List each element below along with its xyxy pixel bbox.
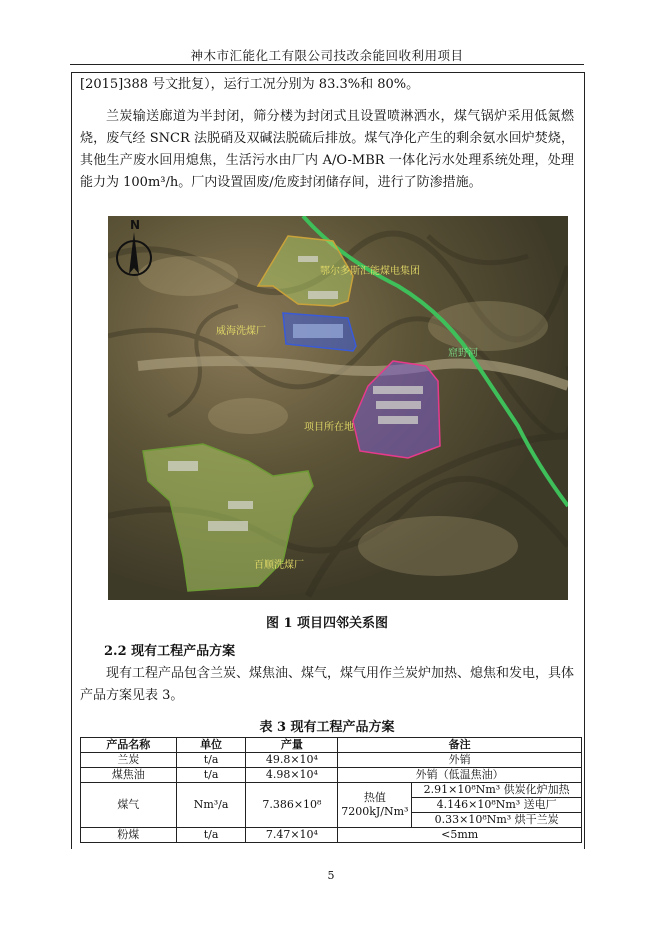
heat-value: 7200kJ/Nm³ xyxy=(341,805,409,818)
page-header: 神木市汇能化工有限公司技改余能回收利用项目 xyxy=(190,48,464,63)
header-cell: 单位 xyxy=(176,738,246,753)
heat-value-label: 热值 xyxy=(363,791,386,804)
product-table xyxy=(80,737,582,843)
cell-note: 外销 xyxy=(338,753,582,768)
table-header-row xyxy=(81,738,582,753)
cell-amount: 49.8×10⁴ xyxy=(246,753,338,768)
page-number: 5 xyxy=(327,869,335,882)
figure-caption: 图 1 项目四邻关系图 xyxy=(265,616,389,631)
paragraph-3: 现有工程产品包含兰炭、煤焦油、煤气，煤气用作兰炭炉加热、熄焦和发电，具体产品方案见表 3。 xyxy=(80,666,575,703)
label-erdos: 鄂尔多斯汇能煤电集团 xyxy=(320,266,420,277)
table-row xyxy=(81,783,582,798)
table-row xyxy=(81,768,582,783)
table-title: 表 3 现有工程产品方案 xyxy=(259,720,395,735)
cell-unit: Nm³/a xyxy=(176,783,246,828)
header-cell: 备注 xyxy=(338,738,582,753)
cell-unit: t/a xyxy=(176,753,246,768)
cell-amount: 7.386×10⁸ xyxy=(246,783,338,828)
cell-amount: 4.98×10⁴ xyxy=(246,768,338,783)
header-rule xyxy=(70,64,584,65)
table-row xyxy=(81,753,582,768)
cell-unit: t/a xyxy=(176,828,246,843)
cell-name: 煤焦油 xyxy=(81,768,177,783)
paragraph-1: [2015]388 号文批复），运行工况分别为 83.3%和 80%。 xyxy=(80,77,420,92)
label-baishun: 百顺洗煤厂 xyxy=(254,560,304,571)
paragraph-2: 兰炭输送廊道为半封闭，筛分楼为封闭式且设置喷淋洒水，煤气锅炉采用低氮燃烧，废气经 SNCR 法脱硝及双碱法脱硫后排放。煤气净化产生的剩余氨水回炉焚烧，其他生产废水回用熄焦，生活污水由厂内 A/O-MBR 一体化污水处理系统处理，处理能力为 100m³/h。厂内设置固废/危废封闭储存间，进行了防渗措施。 xyxy=(80,109,574,190)
cell-amount: 7.47×10⁴ xyxy=(246,828,338,843)
cell-subnote: 4.146×10⁸Nm³ 送电厂 xyxy=(412,798,582,813)
cell-name: 粉煤 xyxy=(81,828,177,843)
section-title: 2.2 现有工程产品方案 xyxy=(104,644,236,659)
label-project: 项目所在地 xyxy=(304,422,354,433)
north-label: N xyxy=(130,218,141,232)
label-weihai: 威海洗煤厂 xyxy=(216,326,266,337)
cell-note: 外销（低温焦油） xyxy=(338,768,582,783)
cell-name: 兰炭 xyxy=(81,753,177,768)
site-map-figure xyxy=(108,216,568,600)
header-cell: 产量 xyxy=(246,738,338,753)
cell-subnote: 2.91×10⁸Nm³ 供炭化炉加热 xyxy=(412,783,582,798)
cell-unit: t/a xyxy=(176,768,246,783)
table-row xyxy=(81,828,582,843)
header-cell: 产品名称 xyxy=(81,738,177,753)
cell-heat-value xyxy=(338,783,412,828)
satellite-map xyxy=(108,216,568,600)
cell-note: <5mm xyxy=(338,828,582,843)
cell-subnote: 0.33×10⁸Nm³ 烘干兰炭 xyxy=(412,813,582,828)
label-river: 窟野河 xyxy=(448,348,478,359)
cell-name: 煤气 xyxy=(81,783,177,828)
